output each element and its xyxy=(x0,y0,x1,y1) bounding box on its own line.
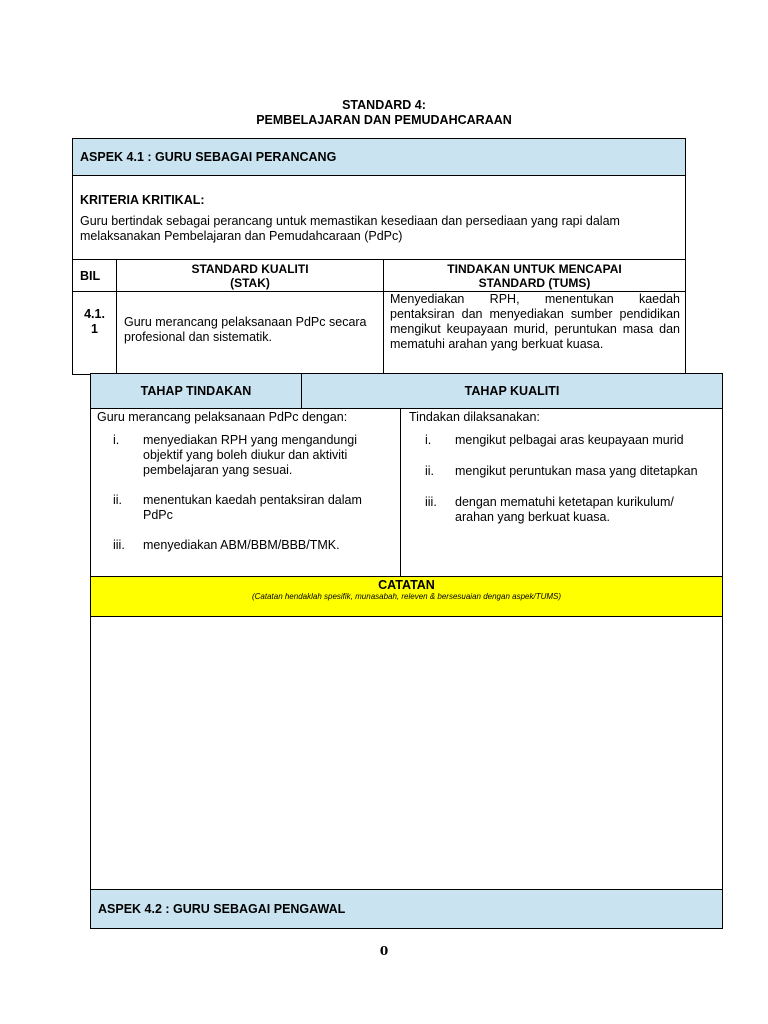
tums-header xyxy=(384,260,685,291)
tahap-tindakan-cell xyxy=(91,409,401,576)
list-item xyxy=(409,495,716,525)
list-item-number: iii. xyxy=(425,495,437,509)
tums-value: Menyediakan RPH, menentukan kaedah pentaksiran dan menyediakan sumber pendidikan mengikut keupayaan murid, peruntukan masa dan mematuhi arahan yang berkuat kuasa. xyxy=(390,292,680,351)
stak-header-line1: STANDARD KUALITI xyxy=(191,262,309,276)
list-item-number: ii. xyxy=(425,464,435,478)
list-item xyxy=(97,493,394,523)
bil-header: BIL xyxy=(73,260,117,291)
kualiti-intro: Tindakan dilaksanakan: xyxy=(409,410,540,424)
list-item-number: i. xyxy=(425,433,432,447)
catatan-bar xyxy=(91,577,722,617)
catatan-subtitle: (Catatan hendaklah spesifik, munasabah, releven & bersesuaian dengan aspek/TUMS) xyxy=(251,592,562,601)
bil-value xyxy=(73,292,117,374)
aspek-4-1-title: ASPEK 4.1 : GURU SEBAGAI PERANCANG xyxy=(73,139,685,176)
tums-header-line1: TINDAKAN UNTUK MENCAPAI xyxy=(447,262,622,276)
list-item xyxy=(97,538,394,553)
bil-value-line2: 1 xyxy=(91,322,98,336)
list-item xyxy=(97,433,394,478)
kriteria-title: KRITERIA KRITIKAL: xyxy=(80,193,205,207)
stak-header-line2: (STAK) xyxy=(230,276,270,290)
tahap-table xyxy=(90,373,723,929)
kriteria-text: Guru bertindak sebagai perancang untuk memastikan kesediaan dan persediaan yang rapi dalam melaksanakan Pembelajaran dan Pemudahcaraan (PdPc) xyxy=(80,214,620,243)
list-item-text: dengan mematuhi ketetapan kurikulum/ arahan yang berkuat kuasa. xyxy=(455,495,674,524)
table-row xyxy=(73,292,685,374)
tahap-body-row xyxy=(91,409,722,577)
list-item-text: menentukan kaedah pentaksiran dalam PdPc xyxy=(143,493,362,522)
page-number: 0 xyxy=(379,944,389,958)
list-item xyxy=(409,464,716,479)
list-item-number: ii. xyxy=(113,493,123,507)
catatan-title: CATATAN xyxy=(378,578,435,592)
list-item-number: i. xyxy=(113,433,120,447)
aspek-4-2-title: ASPEK 4.2 : GURU SEBAGAI PENGAWAL xyxy=(91,890,722,928)
kriteria-kritikal-section xyxy=(73,176,685,260)
standard-title: STANDARD 4: xyxy=(342,98,426,112)
bil-value-line1: 4.1. xyxy=(84,307,105,321)
table-header-row xyxy=(73,260,685,292)
list-item-text: menyediakan RPH yang mengandungi objektif yang boleh diukur dan aktiviti pembelajaran yang sesuai. xyxy=(143,433,358,477)
aspek-4-1-table xyxy=(72,138,686,375)
stak-header xyxy=(117,260,384,291)
tindakan-intro: Guru merancang pelaksanaan PdPc dengan: xyxy=(97,410,348,424)
tahap-header-row xyxy=(91,374,722,409)
tahap-kualiti-header: TAHAP KUALITI xyxy=(464,384,560,398)
catatan-notes-area[interactable] xyxy=(91,617,722,890)
list-item xyxy=(409,433,716,448)
list-item-number: iii. xyxy=(113,538,125,552)
stak-value: Guru merancang pelaksanaan PdPc secara profesional dan sistematik. xyxy=(117,292,384,374)
list-item-text: mengikut pelbagai aras keupayaan murid xyxy=(455,433,684,447)
tahap-tindakan-header: TAHAP TINDAKAN xyxy=(91,374,302,408)
list-item-text: menyediakan ABM/BBM/BBB/TMK. xyxy=(143,538,340,552)
standard-subtitle: PEMBELAJARAN DAN PEMUDAHCARAAN xyxy=(256,113,512,127)
tahap-kualiti-cell xyxy=(401,409,722,576)
tums-header-line2: STANDARD (TUMS) xyxy=(478,276,591,290)
list-item-text: mengikut peruntukan masa yang ditetapkan xyxy=(455,464,698,478)
